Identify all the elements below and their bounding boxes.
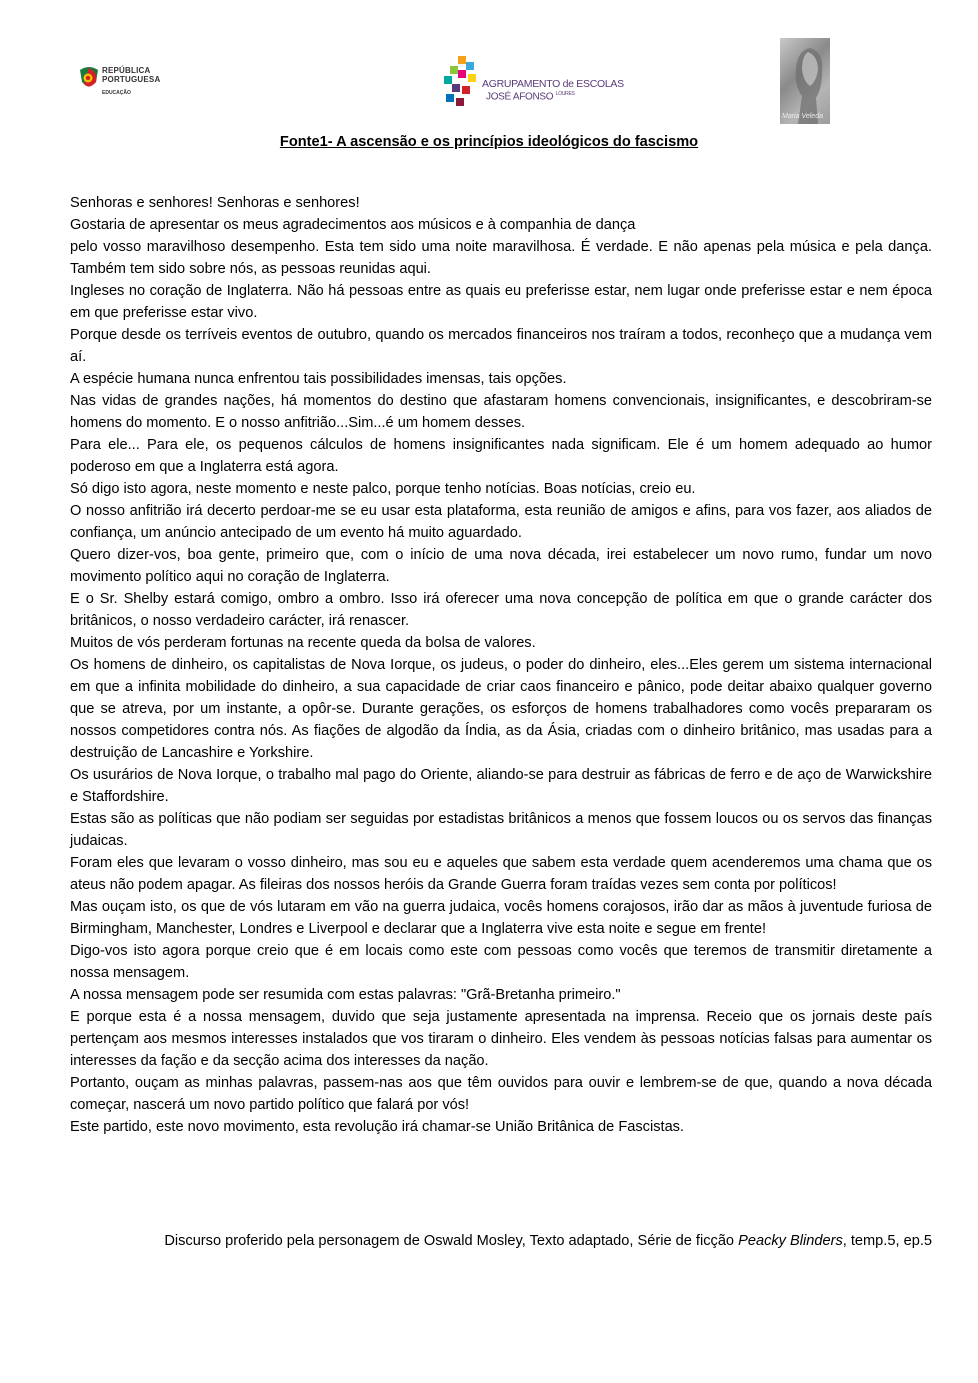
republica-name (102, 66, 160, 84)
page-header (0, 0, 978, 130)
paragraph: O nosso anfitrião irá decerto perdoar-me se eu usar esta plataforma, esta reunião de amigos e afins, para vos fazer, aos aliados de confiança, um anúncio antecipado de um evento há muito aguardado. (70, 503, 932, 541)
paragraph: Gostaria de apresentar os meus agradecimentos aos músicos e à companhia de dança (70, 217, 636, 233)
republica-line1: REPÚBLICA (102, 66, 151, 75)
document-title: Fonte1- A ascensão e os princípios ideológicos do fascismo (279, 134, 699, 150)
speech-body (70, 192, 932, 1138)
republica-portuguesa-logo (78, 64, 188, 104)
paragraph: A nossa mensagem pode ser resumida com estas palavras: "Grã-Bretanha primeiro." (70, 987, 621, 1003)
paragraph: Nas vidas de grandes nações, há momentos do destino que afastaram homens convencionais, insignificantes, e descobriram-se homens do momento. E o nosso anfitrião...Sim...é um homem desses. (70, 393, 932, 431)
paragraph: Porque desde os terríveis eventos de outubro, quando os mercados financeiros nos traíram a todos, reconheço que a mudança vem aí. (70, 327, 932, 365)
paragraph: Só digo isto agora, neste momento e neste palco, porque tenho notícias. Boas notícias, creio eu. (70, 481, 696, 497)
paragraph: Os homens de dinheiro, os capitalistas de Nova Iorque, os judeus, o poder do dinheiro, eles...Eles gerem um sistema internacional em que a infinita mobilidade do dinheiro, a sua capacidade de criar caos financeiro e pânico, pode deitar abaixo qualquer governo que se atreva, por um instante, a opôr-se. Durante gerações, os esforços de homens trabalhadores como vocês prepararam os nossos competidores contra nós. As fiações de algodão da Índia, as da Ásia, criadas com o dinheiro britânico, mas usadas para a destruição de Lancashire e Yorkshire. (70, 657, 932, 761)
portrait-silhouette-icon (780, 38, 830, 124)
paragraph: E o Sr. Shelby estará comigo, ombro a ombro. Isso irá oferecer uma nova concepção de política em que o grande carácter dos britânicos, o nosso verdadeiro carácter, irá renascer. (70, 591, 932, 629)
agrupamento-logo (444, 56, 624, 112)
paragraph: Estas são as políticas que não podiam ser seguidas por estadistas britânicos a menos que fossem loucos ou os servos das finanças judaicas. (70, 811, 932, 849)
paragraph: Para ele... Para ele, os pequenos cálculos de homens insignificantes nada significam. Ele é um homem adequado ao humor poderoso em que a Inglaterra está agora. (70, 437, 932, 475)
agrupamento-squares-icon (444, 56, 482, 108)
paragraph: pelo vosso maravilhoso desempenho. Esta tem sido uma noite maravilhosa. É verdade. E não apenas pela música e pela dança. Também tem sido sobre nós, as pessoas reunidas aqui. (70, 239, 932, 277)
paragraph: Este partido, este novo movimento, esta revolução irá chamar-se União Britânica de Fascistas. (70, 1119, 685, 1135)
agrupamento-school: JOSÉ AFONSO (486, 91, 554, 103)
paragraph: Mas ouçam isto, os que de vós lutaram em vão na guerra judaica, vocês homens corajosos, irão dar as mãos à juventude furiosa de Birmingham, Manchester, Londres e Liverpool e declarar que a Inglaterra vive esta noite e segue em frente! (70, 899, 932, 937)
republica-sub: EDUCAÇÃO (102, 90, 131, 96)
portrait-caption: Maria Veleda (782, 113, 823, 120)
republica-emblem-icon (78, 66, 100, 90)
paragraph: Digo-vos isto agora porque creio que é em locais como este com pessoas como vocês que teremos de transmitir diretamente a nossa mensagem. (70, 943, 932, 981)
paragraph: Muitos de vós perderam fortunas na recente queda da bolsa de valores. (70, 635, 536, 651)
paragraph: Os usurários de Nova Iorque, o trabalho mal pago do Oriente, aliando-se para destruir as fábricas de ferro e de aço de Warwickshire e Staffordshire. (70, 767, 932, 805)
caption-series: Peacky Blinders (738, 1233, 843, 1249)
portrait-image (780, 38, 830, 124)
agrupamento-line1: AGRUPAMENTO de ESCOLAS (482, 78, 624, 90)
caption-suffix: , temp.5, ep.5 (842, 1233, 932, 1249)
paragraph: Portanto, ouçam as minhas palavras, passem-nas aos que têm ouvidos para ouvir e lembrem-se de que, quando a nova década começar, nascerá um novo partido político que falará por vós! (70, 1075, 932, 1113)
paragraph: A espécie humana nunca enfrentou tais possibilidades imensas, tais opções. (70, 371, 567, 387)
agrupamento-line2 (486, 91, 575, 102)
caption-prefix: Discurso proferido pela personagem de Oswald Mosley, Texto adaptado, Série de ficção (164, 1233, 739, 1249)
paragraph: Foram eles que levaram o vosso dinheiro, mas sou eu e aqueles que sabem esta verdade quem acenderemos uma chama que os ateus não podem apagar. As fileiras dos nossos heróis da Grande Guerra foram traídas vezes sem conta por políticos! (70, 855, 932, 893)
paragraph: E porque esta é a nossa mensagem, duvido que seja justamente apresentada na imprensa. Receio que os jornais deste país pertençam aos mesmos interesses instalados que vos tiraram o dinheiro. Eles vendem às pessoas notícias falsas para aumentar os interesses da fação e da secção acima dos interesses da nação. (70, 1009, 932, 1069)
source-caption (70, 1230, 932, 1252)
paragraph: Quero dizer-vos, boa gente, primeiro que, com o início de uma nova década, irei estabelecer um novo rumo, fundar um novo movimento político aqui no coração de Inglaterra. (70, 547, 932, 585)
paragraph: Ingleses no coração de Inglaterra. Não há pessoas entre as quais eu preferisse estar, nem lugar onde preferisse estar e nem época em que preferisse estar vivo. (70, 283, 932, 321)
paragraph: Senhoras e senhores! Senhoras e senhores! (70, 195, 360, 211)
agrupamento-town: LOURES (555, 91, 575, 97)
republica-line2: PORTUGUESA (102, 75, 161, 84)
